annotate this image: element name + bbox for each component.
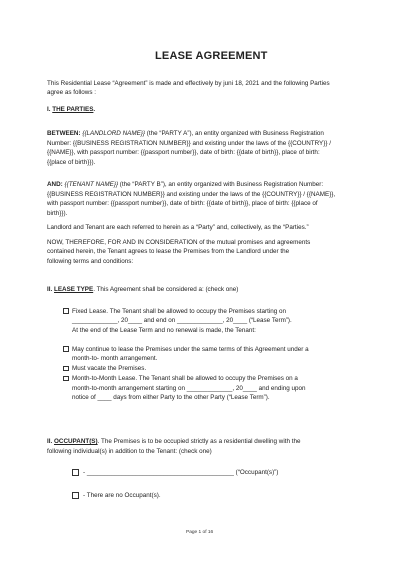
and-line-1 xyxy=(47,180,323,189)
reference-paragraph: Landlord and Tenant are each referred to herein as a “Party” and, collectively, as the “Parties.” xyxy=(47,223,309,231)
between-line-3: {{NAME}}, with passport number: {{passport number}}, date of birth: {{date of birth}}, place of birth: xyxy=(47,149,320,156)
month-to-month-checkbox[interactable] xyxy=(63,376,69,382)
fixed-lease-line-2: _____________, 20____ and end on _____________, 20____ (“Lease Term”). xyxy=(72,317,292,324)
document-title: LEASE AGREEMENT xyxy=(155,50,268,62)
month-to-month-line-1: Month-to-Month Lease. The Tenant shall be allowed to occupy the Premises on a xyxy=(72,375,298,382)
fixed-lease-line-3: At the end of the Lease Term and no renewal is made, the Tenant: xyxy=(72,326,256,334)
and-label: AND: xyxy=(47,181,63,188)
and-text: (the “PARTY B”), an entity organized with Business Registration Number: xyxy=(118,181,324,188)
no-occupants-checkbox[interactable] xyxy=(72,492,79,499)
tenant-name-placeholder: {{TENANT NAME}} xyxy=(64,181,119,188)
occupants-line-2: following individual(s) in addition to the Tenant: (check one) xyxy=(47,447,212,455)
continue-lease-checkbox[interactable] xyxy=(63,346,69,352)
section-number: II. xyxy=(47,286,53,293)
landlord-name-placeholder: {{LANDLORD NAME}} xyxy=(82,130,145,137)
section-tail: . This Agreement shall be considered a: (check one) xyxy=(93,286,239,293)
fixed-lease-line-1: Fixed Lease. The Tenant shall be allowed to occupy the Premises starting on xyxy=(72,307,286,315)
between-line-4: {{place of birth}}). xyxy=(47,158,96,166)
continue-lease-line-1: May continue to lease the Premises under the same terms of this Agreement under a xyxy=(72,345,309,353)
no-occupants-label: - There are no Occupant(s). xyxy=(83,492,161,499)
section-parties-heading xyxy=(47,105,95,114)
month-to-month-line-2: month-to-month arrangement starting on _____________, 20____ and ending upon xyxy=(72,384,306,392)
fixed-lease-checkbox[interactable] xyxy=(63,308,69,314)
month-to-month-line-3: notice of ____ days from either Party to the other Party (“Lease Term”). xyxy=(72,394,270,401)
section-tail: . xyxy=(93,106,96,113)
now-therefore-line-1: NOW, THEREFORE, FOR AND IN CONSIDERATION of the mutual promises and agreements xyxy=(47,238,311,246)
page-number: Page 1 of 16 xyxy=(186,530,214,535)
section-tail: . The Premises is to be occupied strictly as a residential dwelling with the xyxy=(97,438,301,445)
section-number: II. xyxy=(47,438,53,445)
between-line-2: Number: {{BUSINESS REGISTRATION NUMBER}} and existing under the laws of the {{COUNTRY}} / xyxy=(47,139,331,147)
between-text: (the “PARTY A”), an entity organized with Business Registration xyxy=(145,130,324,137)
section-number: I. xyxy=(47,106,51,113)
section-occupants-heading xyxy=(47,437,301,446)
and-line-2: {{BUSINESS REGISTRATION NUMBER}} and existing under the laws of the {{COUNTRY}} / {{NAME}}, xyxy=(47,190,336,198)
and-line-4: birth}}). xyxy=(47,209,68,217)
continue-lease-line-2: month-to- month arrangement. xyxy=(72,355,158,362)
vacate-premises-label: Must vacate the Premises. xyxy=(72,365,147,372)
occupants-list-label: - __________________________________________ (“Occupant(s)”) xyxy=(83,469,279,476)
now-therefore-line-3: following terms and conditions: xyxy=(47,257,134,265)
between-label: BETWEEN: xyxy=(47,130,81,137)
occupants-list-checkbox[interactable] xyxy=(72,469,79,476)
and-line-3: with passport number: {{passport number}}, date of birth: {{date of birth}}, place of birth: {{place of xyxy=(47,200,318,207)
section-title: THE PARTIES xyxy=(52,106,94,113)
intro-line-1: This Residential Lease “Agreement” is made and effectively by juni 18, 2021 and the following Parties xyxy=(47,80,330,87)
intro-line-2: agree as follows : xyxy=(47,89,97,96)
now-therefore-line-2: contained herein, the Tenant agrees to lease the Premises from the Landlord under the xyxy=(47,248,290,255)
section-title: OCCUPANT(S) xyxy=(54,438,98,445)
between-line-1 xyxy=(47,129,324,138)
section-lease-type-heading xyxy=(47,285,238,294)
section-title: LEASE TYPE xyxy=(54,286,94,293)
vacate-premises-checkbox[interactable] xyxy=(63,366,69,372)
